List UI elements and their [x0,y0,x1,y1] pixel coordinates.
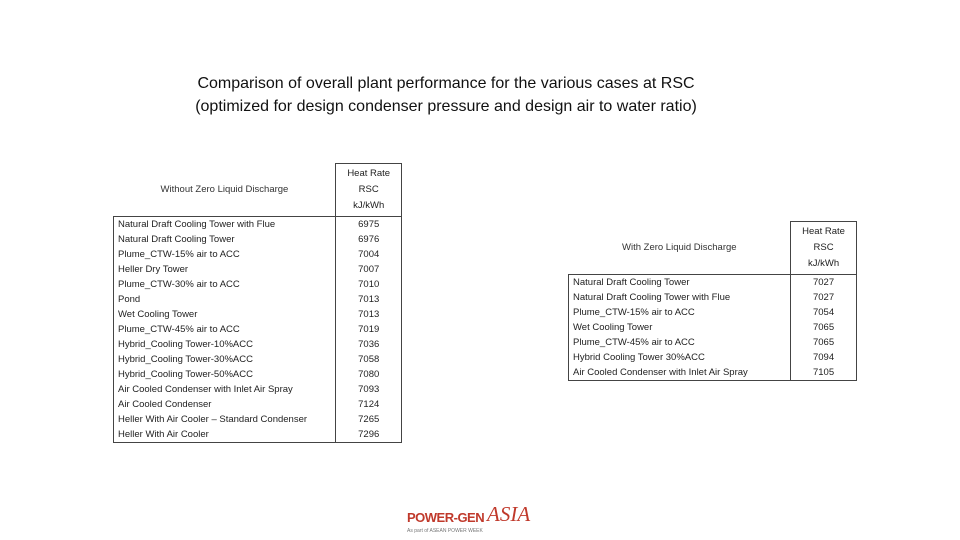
case-name: Hybrid_Cooling Tower-30%ACC [114,352,336,367]
case-name: Natural Draft Cooling Tower [569,275,791,291]
table-row [114,412,402,427]
heat-rate-value: 7036 [336,337,402,352]
heat-rate-value: 6976 [336,232,402,247]
case-name: Natural Draft Cooling Tower with Flue [569,290,791,305]
heat-rate-value: 7065 [791,335,857,350]
table-row [569,305,857,320]
heat-rate-value: 7265 [336,412,402,427]
table-row [114,337,402,352]
case-name: Hybrid_Cooling Tower-50%ACC [114,367,336,382]
heat-rate-value: 7013 [336,292,402,307]
heat-rate-table-without-zld [113,163,402,443]
heat-rate-value: 7105 [791,365,857,381]
heat-rate-value: 7058 [336,352,402,367]
logo-brand: POWER-GEN [407,510,485,525]
table-row [114,367,402,382]
heat-rate-value: 7296 [336,427,402,443]
case-name: Plume_CTW-30% air to ACC [114,277,336,292]
heat-rate-value: 7019 [336,322,402,337]
slide-title [0,72,892,118]
case-name: Plume_CTW-15% air to ACC [114,247,336,262]
table-row [114,397,402,412]
case-name: Plume_CTW-15% air to ACC [569,305,791,320]
table-row [114,217,402,233]
table-row [569,350,857,365]
heat-rate-value: 7080 [336,367,402,382]
header-line-1: Heat Rate [347,168,391,179]
header-line-1: Heat Rate [802,226,845,237]
table-row [114,322,402,337]
logo-tagline: As part of ASEAN POWER WEEK [407,528,483,534]
header-line-3: kJ/kWh [353,200,385,211]
heat-rate-value: 7124 [336,397,402,412]
heat-rate-header [791,222,857,275]
case-name: Hybrid Cooling Tower 30%ACC [569,350,791,365]
heat-rate-table-with-zld [568,221,857,381]
table-row [114,277,402,292]
heat-rate-value: 7054 [791,305,857,320]
table-row [569,290,857,305]
table-row [114,382,402,397]
case-name: Wet Cooling Tower [569,320,791,335]
table-row [114,307,402,322]
heat-rate-value: 7094 [791,350,857,365]
table-header-row [569,222,857,275]
heat-rate-value: 7013 [336,307,402,322]
header-line-2: RSC [813,242,834,253]
title-line-1: Comparison of overall plant performance for the various cases at RSC [197,75,695,92]
table-caption: With Zero Liquid Discharge [622,242,737,254]
table-row [569,335,857,350]
header-line-3: kJ/kWh [807,258,840,269]
table-row [114,232,402,247]
case-name: Heller With Air Cooler [114,427,336,443]
table-row [114,262,402,277]
heat-rate-value: 7027 [791,275,857,291]
table-row [114,292,402,307]
case-name: Wet Cooling Tower [114,307,336,322]
heat-rate-value: 7093 [336,382,402,397]
case-name: Plume_CTW-45% air to ACC [569,335,791,350]
logo-region: ASIA [487,502,531,526]
case-name: Air Cooled Condenser with Inlet Air Spray [569,365,791,381]
table-row [569,365,857,381]
heat-rate-value: 7065 [791,320,857,335]
heat-rate-value: 7004 [336,247,402,262]
title-line-2: (optimized for design condenser pressure and design air to water ratio) [195,98,697,115]
case-name: Natural Draft Cooling Tower [114,232,336,247]
heat-rate-value: 7027 [791,290,857,305]
case-name: Heller Dry Tower [114,262,336,277]
case-name: Plume_CTW-45% air to ACC [114,322,336,337]
case-name: Pond [114,292,336,307]
header-line-2: RSC [358,184,379,195]
case-name: Air Cooled Condenser [114,397,336,412]
case-name: Natural Draft Cooling Tower with Flue [114,217,336,233]
table-row [569,320,857,335]
table-header-row [114,164,402,217]
heat-rate-value: 6975 [336,217,402,233]
heat-rate-header [336,164,402,217]
case-name: Air Cooled Condenser with Inlet Air Spray [114,382,336,397]
heat-rate-value: 7007 [336,262,402,277]
table-row [114,247,402,262]
table-caption: Without Zero Liquid Discharge [160,184,289,196]
case-name: Heller With Air Cooler – Standard Condenser [114,412,336,427]
heat-rate-value: 7010 [336,277,402,292]
table-row [569,275,857,291]
table-row [114,352,402,367]
table-row [114,427,402,443]
case-name: Hybrid_Cooling Tower-10%ACC [114,337,336,352]
power-gen-asia-logo [407,500,557,540]
